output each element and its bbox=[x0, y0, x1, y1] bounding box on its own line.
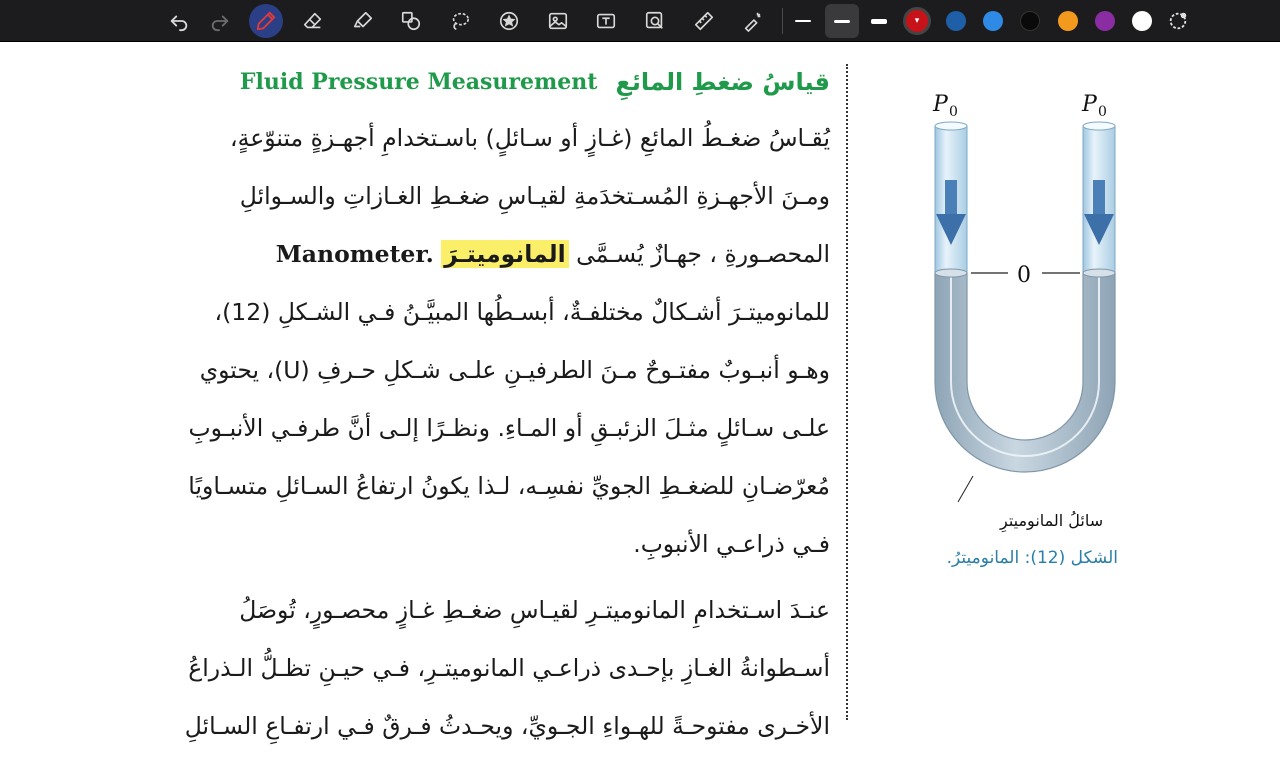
heading-arabic: قياسُ ضغطِ المائعِ bbox=[615, 68, 830, 96]
text-line: الأخـرى مفتوحـةً للهـواءِ الجـويِّ، ويحـدثُ فـرقٌ فـي ارتفـاعِ السـائلِ bbox=[184, 712, 830, 740]
toolbar-divider bbox=[782, 8, 783, 34]
color-swatch-orange[interactable] bbox=[1058, 11, 1078, 31]
stroke-width-medium[interactable] bbox=[825, 4, 859, 38]
liquid-leader-line bbox=[958, 476, 973, 502]
manometer-diagram bbox=[856, 42, 1280, 562]
text-span: المحصـورةِ ، جهـازٌ يُسـمَّى bbox=[576, 240, 830, 268]
highlighter-icon[interactable] bbox=[348, 6, 378, 36]
ruler-icon[interactable] bbox=[689, 6, 719, 36]
annotation-toolbar bbox=[0, 0, 1280, 42]
stroke-width-thick[interactable] bbox=[864, 6, 894, 36]
text-line: ومـنَ الأجهـزةِ المُسـتخدَمةِ لقيـاسِ ضغـطِ الغـازاتِ والسـوائلِ bbox=[239, 182, 830, 210]
color-swatch-blue[interactable] bbox=[983, 11, 1003, 31]
text-line: علـى سـائلٍ مثـلَ الزئبـقِ أو المـاءِ. ونظـرًا إلـى أنَّ طرفـي الأنبـوبِ bbox=[188, 414, 830, 442]
liquid-label: سائلُ المانوميترِ bbox=[1000, 511, 1104, 530]
text-line: فـي ذراعـي الأنبوبِ. bbox=[633, 530, 830, 558]
left-p0-subscript: 0 bbox=[949, 104, 958, 120]
left-p0-label: P bbox=[933, 92, 948, 117]
zero-level-label: 0 bbox=[1017, 263, 1031, 288]
column-divider bbox=[846, 64, 848, 720]
section-heading bbox=[200, 64, 830, 100]
text-line: أسـطوانةُ الغـازِ بإحـدى ذراعـي المانوميتـرِ، فـي حيـنِ تظـلُّ الـذراعُ bbox=[188, 654, 830, 682]
heading-english: Fluid Pressure Measurement bbox=[239, 69, 598, 95]
image-icon[interactable] bbox=[543, 6, 573, 36]
english-term: Manometer. bbox=[275, 240, 434, 268]
manometer-liquid bbox=[935, 273, 1115, 472]
highlighted-term: المانوميتـرَ bbox=[441, 240, 568, 268]
text-line: يُقـاسُ ضغـطُ المائعِ (غـازٍ أو سـائلٍ) باسـتخدامِ أجهـزةٍ متنوّعةٍ، bbox=[230, 124, 830, 152]
text-line: وهـو أنبـوبٌ مفتـوحٌ مـنَ الطرفيـنِ علـى شـكلِ حـرفِ (U)، يحتوي bbox=[199, 356, 830, 384]
color-swatch-dark-blue[interactable] bbox=[946, 11, 966, 31]
lasso-icon[interactable] bbox=[445, 6, 475, 36]
text-line: عنـدَ اسـتخدامِ المانوميتـرِ لقيـاسِ ضغـطِ غـازٍ محصـورٍ، تُوصَلُ bbox=[239, 596, 830, 624]
text-line: مُعرّضـانِ للضغـطِ الجويِّ نفسِـه، لـذا يكونُ ارتفاعُ السـائلِ متسـاويًا bbox=[188, 472, 830, 500]
eraser-icon[interactable] bbox=[298, 6, 328, 36]
body-text bbox=[100, 118, 830, 764]
scan-icon[interactable] bbox=[640, 6, 670, 36]
left-liquid-surface bbox=[935, 269, 967, 277]
color-swatch-white[interactable] bbox=[1132, 11, 1152, 31]
right-arm-opening bbox=[1083, 122, 1115, 130]
current-color-swatch[interactable] bbox=[903, 7, 931, 35]
color-swatch-black[interactable] bbox=[1020, 11, 1040, 31]
sticker-icon[interactable] bbox=[494, 6, 524, 36]
text-line bbox=[100, 234, 830, 292]
chevron-down-icon: ▾ bbox=[914, 15, 920, 26]
color-swatch-purple[interactable] bbox=[1095, 11, 1115, 31]
right-p0-label: P bbox=[1082, 92, 1097, 117]
redo-icon[interactable] bbox=[205, 6, 235, 36]
pen-icon[interactable] bbox=[249, 4, 283, 38]
stroke-width-thin[interactable] bbox=[788, 6, 818, 36]
shapes-icon[interactable] bbox=[396, 6, 426, 36]
right-p0-subscript: 0 bbox=[1098, 104, 1107, 120]
left-arm-opening bbox=[935, 122, 967, 130]
laser-pointer-icon[interactable] bbox=[738, 6, 768, 36]
text-line: للمانوميتـرَ أشـكالٌ مختلفـةٌ، أبسـطُها المبيَّـنُ فـي الشـكلِ (12)، bbox=[214, 298, 830, 326]
right-liquid-surface bbox=[1083, 269, 1115, 277]
figure-caption: الشكل (12): المانوميترُ. bbox=[946, 548, 1118, 568]
undo-icon[interactable] bbox=[164, 6, 194, 36]
color-picker-icon[interactable] bbox=[1163, 6, 1193, 36]
text-box-icon[interactable] bbox=[591, 6, 621, 36]
manometer-figure bbox=[856, 42, 1280, 602]
